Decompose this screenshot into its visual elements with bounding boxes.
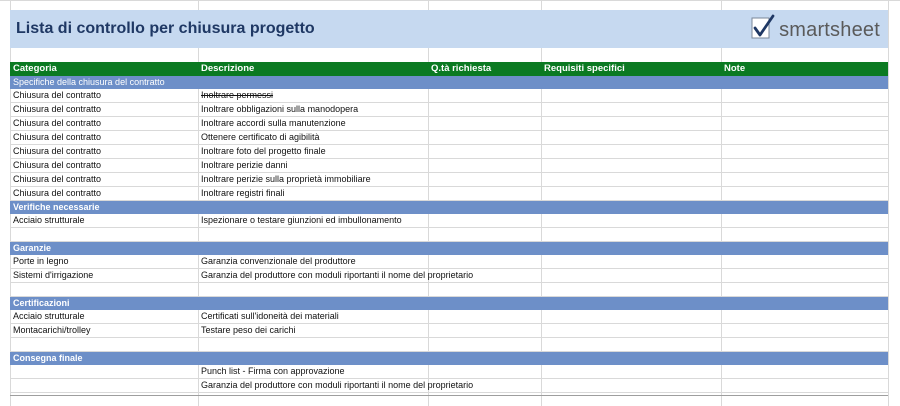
description-cell[interactable]: Inoltrare registri finali xyxy=(201,188,285,198)
quantity-cell[interactable] xyxy=(428,131,541,144)
description-cell[interactable]: Inoltrare perizie sulla proprietà immobiliare xyxy=(201,174,371,184)
requirements-cell[interactable] xyxy=(541,269,721,282)
description-cell[interactable]: Punch list - Firma con approvazione xyxy=(201,366,345,376)
category-cell[interactable]: Montacarichi/trolley xyxy=(13,325,91,335)
table-row xyxy=(10,214,888,228)
notes-cell[interactable] xyxy=(721,103,888,116)
column-header-category[interactable]: Categoria xyxy=(13,63,57,74)
table-row xyxy=(10,103,888,117)
quantity-cell[interactable] xyxy=(428,145,541,158)
section-title[interactable]: Garanzie xyxy=(13,243,52,253)
notes-cell[interactable] xyxy=(721,283,888,296)
quantity-cell[interactable] xyxy=(428,103,541,116)
description-cell[interactable]: Ispezionare o testare giunzioni ed imbullonamento xyxy=(201,215,402,225)
notes-cell[interactable] xyxy=(721,214,888,227)
table-row xyxy=(10,269,888,283)
section-row xyxy=(10,201,888,214)
quantity-cell[interactable] xyxy=(428,173,541,186)
table-row xyxy=(10,131,888,145)
category-cell[interactable]: Chiusura del contratto xyxy=(13,160,102,170)
notes-cell[interactable] xyxy=(721,269,888,282)
requirements-cell[interactable] xyxy=(541,214,721,227)
requirements-cell[interactable] xyxy=(541,255,721,268)
category-cell[interactable]: Chiusura del contratto xyxy=(13,104,102,114)
requirements-cell[interactable] xyxy=(541,159,721,172)
requirements-cell[interactable] xyxy=(541,131,721,144)
requirements-cell[interactable] xyxy=(541,117,721,130)
requirements-cell[interactable] xyxy=(541,324,721,337)
notes-cell[interactable] xyxy=(721,145,888,158)
requirements-cell[interactable] xyxy=(541,145,721,158)
quantity-cell[interactable] xyxy=(428,379,541,392)
grid-line xyxy=(10,395,888,396)
logo-text: smartsheet xyxy=(779,18,880,41)
requirements-cell[interactable] xyxy=(541,283,721,296)
section-title[interactable]: Verifiche necessarie xyxy=(13,202,100,212)
column-header-description[interactable]: Descrizione xyxy=(201,63,255,74)
column-header-notes[interactable]: Note xyxy=(724,63,746,74)
page-title: Lista di controllo per chiusura progetto xyxy=(16,20,315,37)
notes-cell[interactable] xyxy=(721,117,888,130)
table-row xyxy=(10,379,888,393)
table-row xyxy=(10,89,888,103)
category-cell[interactable] xyxy=(10,379,198,392)
description-cell[interactable]: Inoltrare obbligazioni sulla manodopera xyxy=(201,104,359,114)
category-cell[interactable] xyxy=(10,228,198,241)
quantity-cell[interactable] xyxy=(428,228,541,241)
quantity-cell[interactable] xyxy=(428,117,541,130)
category-cell[interactable] xyxy=(10,338,198,351)
requirements-cell[interactable] xyxy=(541,310,721,323)
table-row xyxy=(10,145,888,159)
table-row xyxy=(10,187,888,201)
section-row xyxy=(10,297,888,310)
quantity-cell[interactable] xyxy=(428,214,541,227)
table-row xyxy=(10,228,888,242)
description-cell[interactable]: Garanzia convenzionale del produttore xyxy=(201,256,356,266)
quantity-cell[interactable] xyxy=(428,159,541,172)
section-title[interactable]: Consegna finale xyxy=(13,353,83,363)
notes-cell[interactable] xyxy=(721,173,888,186)
category-cell[interactable]: Chiusura del contratto xyxy=(13,188,102,198)
category-cell[interactable]: Chiusura del contratto xyxy=(13,132,102,142)
description-cell[interactable]: Garanzia del produttore con moduli riportanti il nome del proprietario xyxy=(201,380,474,390)
column-header-quantity[interactable]: Q.tà richiesta xyxy=(431,63,492,74)
requirements-cell[interactable] xyxy=(541,103,721,116)
notes-cell[interactable] xyxy=(721,89,888,102)
notes-cell[interactable] xyxy=(721,159,888,172)
description-cell[interactable]: Inoltrare permessi xyxy=(201,90,274,100)
table-row xyxy=(10,173,888,187)
description-cell[interactable]: Inoltrare accordi sulla manutenzione xyxy=(201,118,346,128)
requirements-cell[interactable] xyxy=(541,89,721,102)
requirements-cell[interactable] xyxy=(541,379,721,392)
column-header-requirements[interactable]: Requisiti specifici xyxy=(544,63,625,74)
checklist-table xyxy=(10,62,888,393)
category-cell[interactable]: Acciaio strutturale xyxy=(13,311,85,321)
notes-cell[interactable] xyxy=(721,365,888,378)
grid-line xyxy=(888,0,889,406)
quantity-cell[interactable] xyxy=(428,310,541,323)
notes-cell[interactable] xyxy=(721,255,888,268)
description-cell[interactable]: Inoltrare foto del progetto finale xyxy=(201,146,326,156)
description-cell[interactable] xyxy=(198,228,428,241)
table-row xyxy=(10,310,888,324)
category-cell[interactable]: Sistemi d'irrigazione xyxy=(13,270,94,280)
requirements-cell[interactable] xyxy=(541,228,721,241)
section-row xyxy=(10,76,888,89)
section-title[interactable]: Specifiche della chiusura del contratto xyxy=(13,77,165,87)
category-cell[interactable]: Chiusura del contratto xyxy=(13,146,102,156)
description-cell[interactable]: Ottenere certificato di agibilità xyxy=(201,132,320,142)
table-row xyxy=(10,365,888,379)
notes-cell[interactable] xyxy=(721,324,888,337)
quantity-cell[interactable] xyxy=(428,283,541,296)
description-cell[interactable]: Garanzia del produttore con moduli riportanti il nome del proprietario xyxy=(201,270,474,280)
table-row xyxy=(10,283,888,297)
section-title[interactable]: Certificazioni xyxy=(13,298,70,308)
description-cell[interactable]: Testare peso dei carichi xyxy=(201,325,296,335)
description-cell[interactable] xyxy=(198,338,428,351)
quantity-cell[interactable] xyxy=(428,269,541,282)
category-cell[interactable]: Porte in legno xyxy=(13,256,69,266)
category-cell[interactable] xyxy=(10,283,198,296)
smartsheet-logo xyxy=(751,16,880,44)
category-cell[interactable]: Chiusura del contratto xyxy=(13,174,102,184)
category-cell[interactable] xyxy=(10,365,198,378)
section-row xyxy=(10,242,888,255)
quantity-cell[interactable] xyxy=(428,338,541,351)
table-row xyxy=(10,338,888,352)
notes-cell[interactable] xyxy=(721,338,888,351)
table-row xyxy=(10,159,888,173)
title-band xyxy=(10,10,888,48)
quantity-cell[interactable] xyxy=(428,89,541,102)
table-row xyxy=(10,117,888,131)
requirements-cell[interactable] xyxy=(541,365,721,378)
notes-cell[interactable] xyxy=(721,131,888,144)
quantity-cell[interactable] xyxy=(428,255,541,268)
checkmark-icon xyxy=(751,15,775,46)
section-row xyxy=(10,352,888,365)
notes-cell[interactable] xyxy=(721,310,888,323)
grid-line xyxy=(0,0,900,1)
requirements-cell[interactable] xyxy=(541,187,721,200)
category-cell[interactable]: Acciaio strutturale xyxy=(13,215,85,225)
quantity-cell[interactable] xyxy=(428,365,541,378)
description-cell[interactable]: Certificati sull'idoneità dei materiali xyxy=(201,311,339,321)
category-cell[interactable]: Chiusura del contratto xyxy=(13,118,102,128)
header-row xyxy=(10,62,888,76)
quantity-cell[interactable] xyxy=(428,324,541,337)
quantity-cell[interactable] xyxy=(428,187,541,200)
description-cell[interactable] xyxy=(198,283,428,296)
notes-cell[interactable] xyxy=(721,187,888,200)
table-row xyxy=(10,255,888,269)
notes-cell[interactable] xyxy=(721,228,888,241)
category-cell[interactable]: Chiusura del contratto xyxy=(13,90,102,100)
table-row xyxy=(10,324,888,338)
requirements-cell[interactable] xyxy=(541,338,721,351)
notes-cell[interactable] xyxy=(721,379,888,392)
requirements-cell[interactable] xyxy=(541,173,721,186)
description-cell[interactable]: Inoltrare perizie danni xyxy=(201,160,288,170)
